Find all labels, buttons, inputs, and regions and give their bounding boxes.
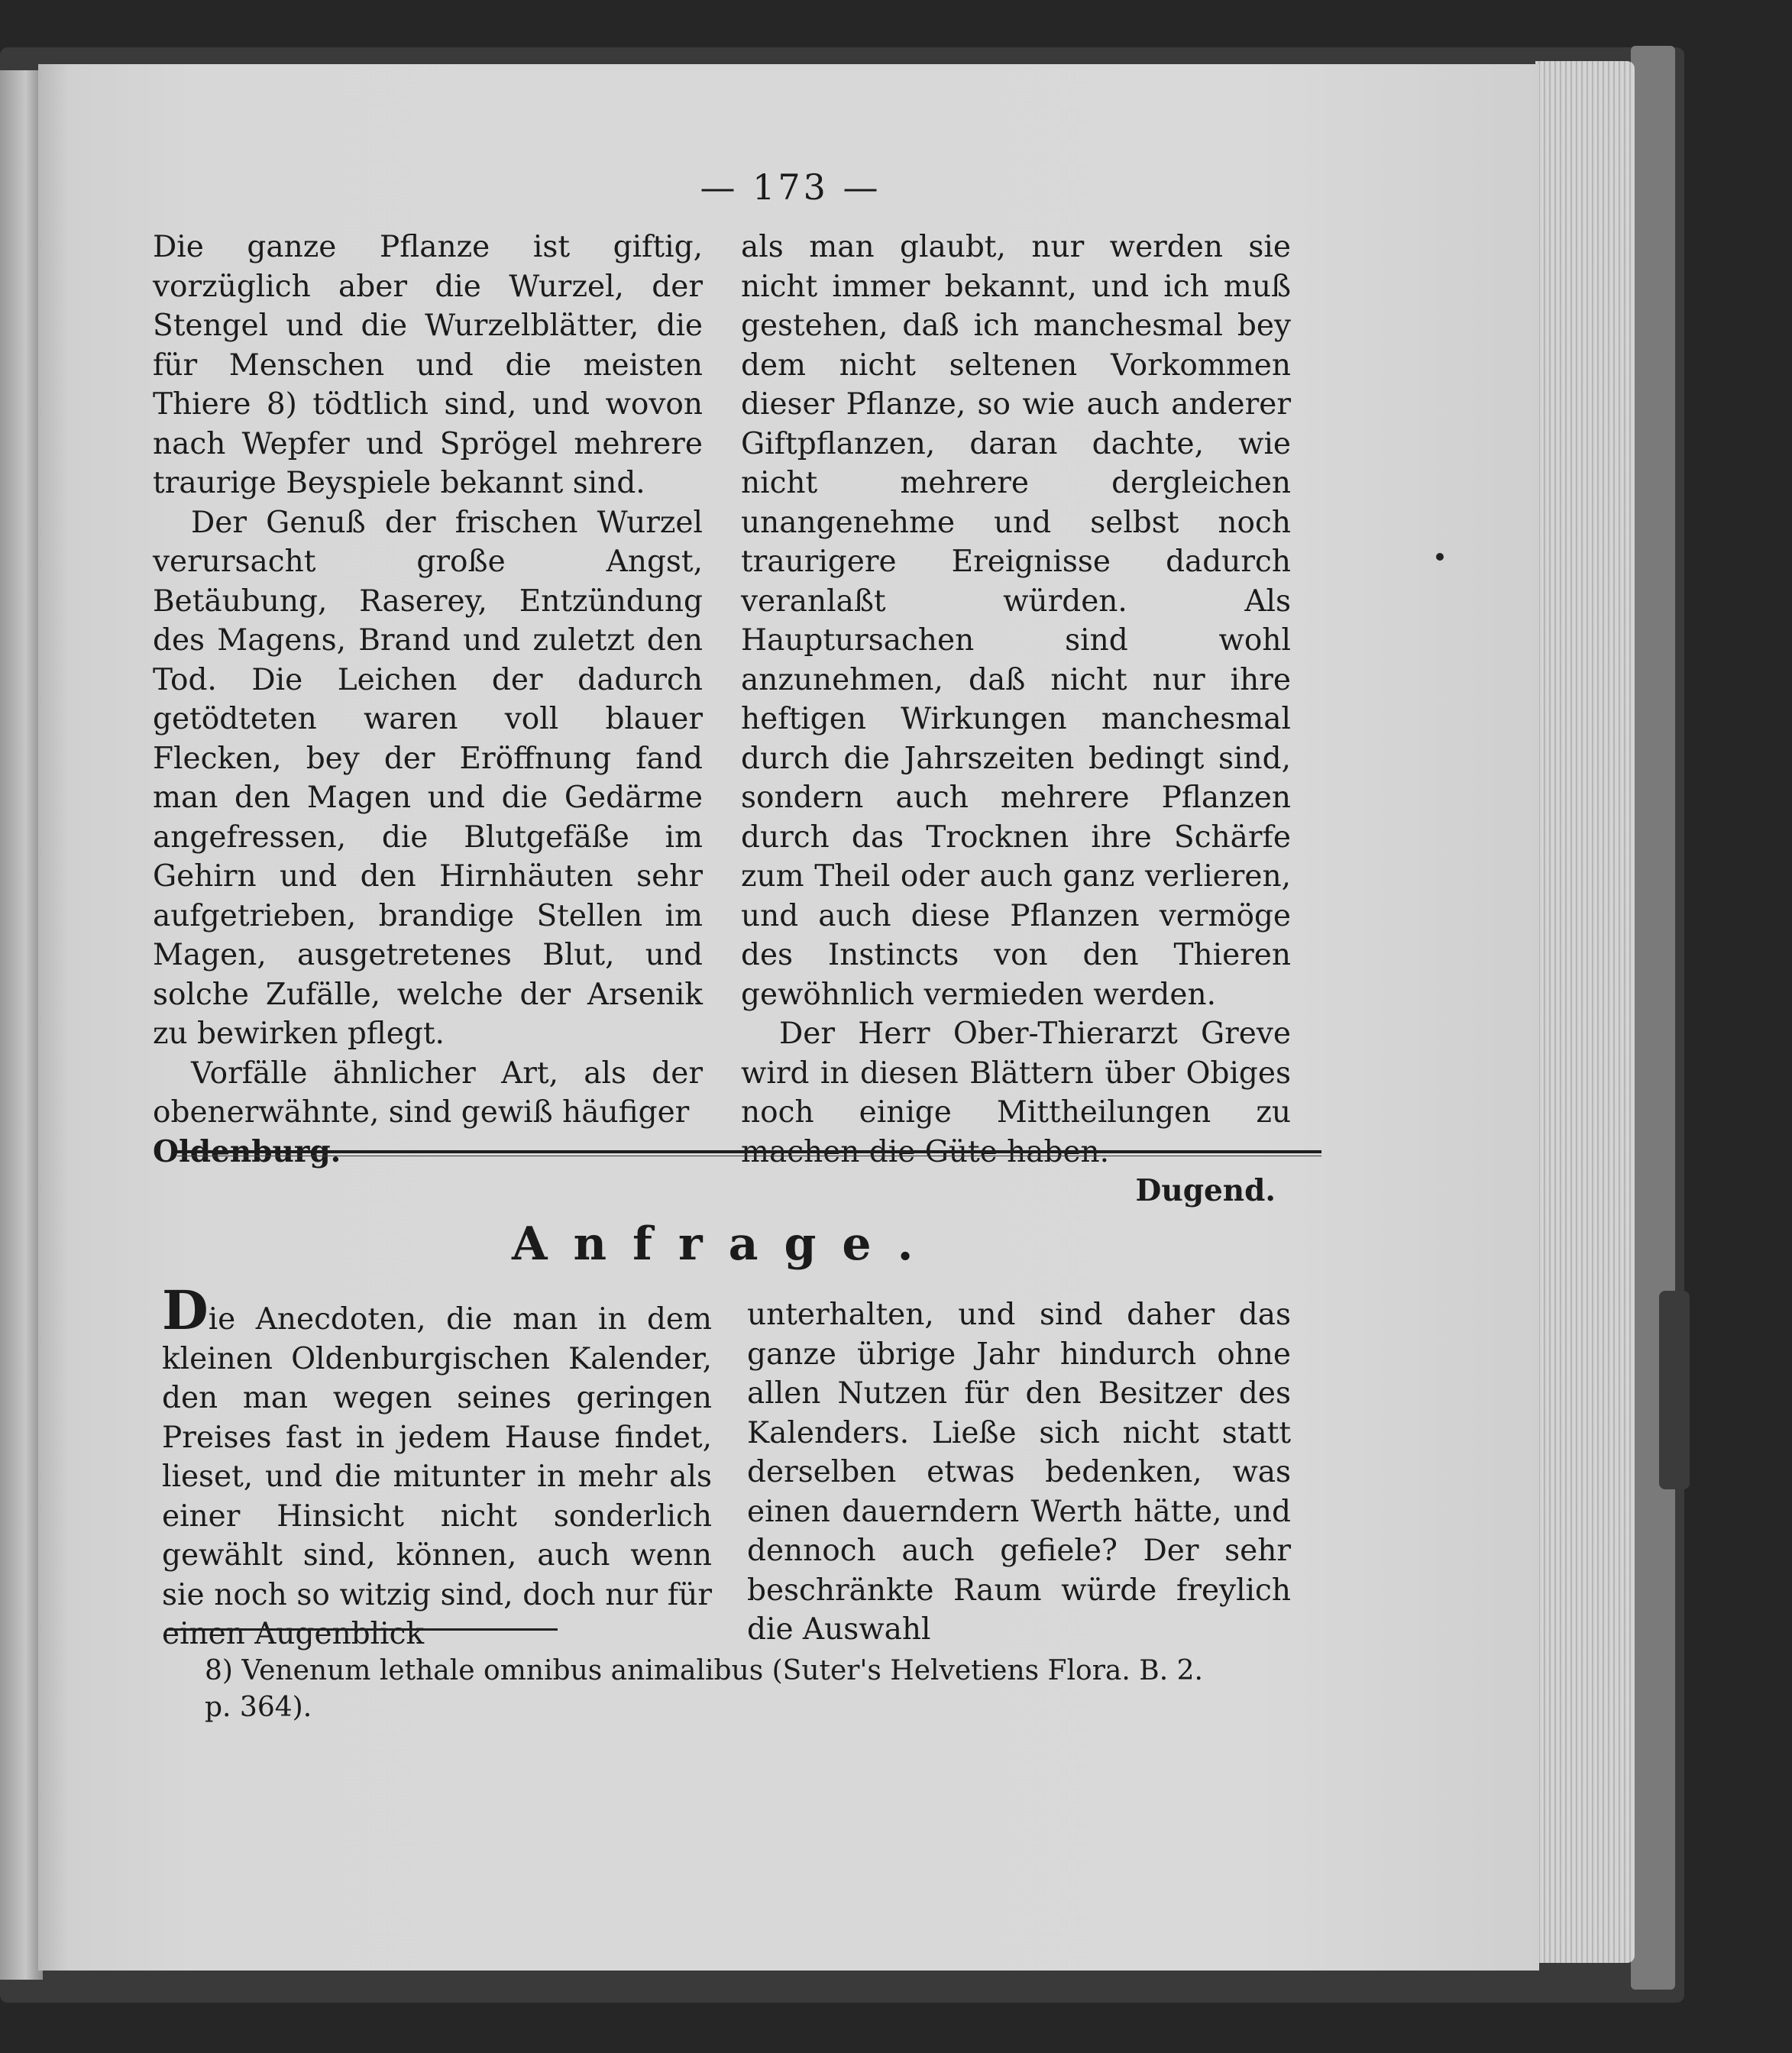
- footnote-line: 8) Venenum lethale omnibus animalibus (Suter's Helvetiens Flora. B. 2.: [205, 1655, 1203, 1686]
- paragraph-text: ie Anecdoten, die man in dem kleinen Oldenburgischen Kalender, den man wegen seines geringen Preises fast in jedem Hause findet, lieset, und die mitunter in mehr als einer Hinsicht nicht sonderlich gewählt sind, können, auch wenn sie noch so witzig sind, doch nur für einen Augenblick: [162, 1302, 712, 1651]
- drop-cap: D: [162, 1279, 209, 1342]
- ink-speck: [1436, 553, 1444, 561]
- footnote-line: p. 364).: [205, 1692, 312, 1723]
- facing-page-edge: [0, 70, 43, 1980]
- paragraph: [162, 1279, 712, 1654]
- paragraph: unterhalten, und sind daher das ganze übrige Jahr hindurch ohne allen Nutzen für den Besitzer des Kalenders. Ließe sich nicht statt derselben etwas bedenken, was einen dauerndern Werth hätte, und dennoch auch gefiele? Der sehr beschränkte Raum würde freylich die Auswahl: [747, 1298, 1291, 1647]
- lower-left-column: [162, 1279, 712, 1654]
- paragraph: Vorfälle ähnlicher Art, als der obenerwähnte, sind gewiß häufiger: [153, 1056, 703, 1130]
- upper-right-column: [741, 228, 1291, 1211]
- place-name: Oldenburg.: [153, 1133, 341, 1169]
- upper-left-column: [153, 228, 703, 1172]
- author-signature: Dugend.: [1135, 1173, 1276, 1208]
- paragraph: Der Genuß der frischen Wurzel verursacht große Angst, Betäubung, Raserey, Entzündung des Magens, Brand und zuletzt den Tod. Die Leichen der dadurch getödteten waren voll blauer Flecken, bey der Eröffnung fand man den Magen und die Gedärme angefressen, die Blutgefäße im Gehirn und den Hirnhäuten sehr aufgetrieben, brandige Stellen im Magen, ausgetretenes Blut, und solche Zufälle, welche der Arsenik zu bewirken pflegt.: [153, 505, 703, 1051]
- paragraph: Die ganze Pflanze ist giftig, vorzüglich aber die Wurzel, der Stengel und die Wurzelblätter, die für Menschen und die meisten Thiere 8) tödtlich sind, und wovon nach Wepfer und Sprögel mehrere traurige Beyspiele bekannt sind.: [153, 230, 703, 500]
- footnote: [205, 1653, 1302, 1726]
- book-page: [38, 64, 1539, 1971]
- lower-right-column: [747, 1295, 1291, 1650]
- footnote-rule: [167, 1628, 558, 1631]
- page-edges: [1535, 61, 1635, 1963]
- paragraph: als man glaubt, nur werden sie nicht immer bekannt, und ich muß gestehen, daß ich manchesmal bey dem nicht seltenen Vorkommen dieser Pflanze, so wie auch anderer Giftpflanzen, daran dachte, wie nicht mehrere dergleichen unangenehme und selbst noch traurigere Ereignisse dadurch veranlaßt würden. Als Hauptursachen sind wohl anzunehmen, daß nicht nur ihre heftigen Wirkungen manchesmal durch die Jahrszeiten bedingt sind, sondern auch mehrere Pflanzen durch das Trocknen ihre Schärfe zum Theil oder auch ganz verlieren, und auch diese Pflanzen vermöge des Instincts von den Thieren gewöhnlich vermieden werden.: [741, 230, 1291, 1012]
- section-divider: [177, 1150, 1321, 1153]
- page-number: — 173 —: [700, 167, 881, 208]
- ribbon-tab: [1659, 1291, 1690, 1489]
- paragraph: Der Herr Ober-Thierarzt Greve wird in diesen Blättern über Obiges noch einige Mittheilungen zu machen die Güte haben.: [741, 1017, 1291, 1169]
- book-cover-edge: [1631, 46, 1675, 1990]
- section-heading: Anfrage.: [512, 1217, 940, 1271]
